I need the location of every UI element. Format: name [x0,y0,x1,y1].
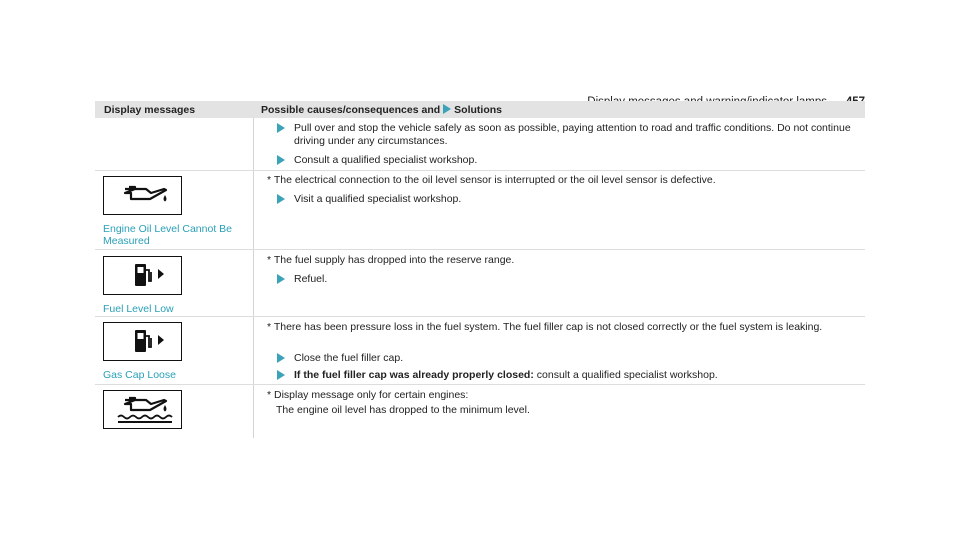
row-divider [95,384,865,385]
play-arrow-icon [277,370,285,380]
engine-oil-icon [104,177,181,214]
cause-text: * The fuel supply has dropped into the reserve range. [267,254,515,266]
play-arrow-icon [277,353,285,363]
row-divider [95,316,865,317]
row-divider [95,249,865,250]
cause-text-line2: The engine oil level has dropped to the minimum level. [276,404,530,416]
message-label: Fuel Level Low [103,303,174,315]
play-arrow-icon [443,104,451,114]
cause-text: * There has been pressure loss in the fuel system. The fuel filler cap is not closed correctly or the fuel system is leaking. [267,321,823,333]
solution-text: Visit a qualified specialist workshop. [294,193,462,205]
list-item [277,352,857,365]
engine-oil-message-box [103,176,182,215]
col-header-causes [261,104,502,116]
row-divider [95,170,865,171]
col-header-causes-text: Possible causes/consequences and [261,104,441,116]
col-header-display-messages: Display messages [104,104,196,116]
solution-text: Consult a qualified specialist workshop. [294,154,478,166]
solution-text: Close the fuel filler cap. [294,352,404,364]
message-label: Gas Cap Loose [103,369,176,381]
column-divider [253,118,254,438]
conditional-text: consult a qualified specialist workshop. [536,369,718,381]
fuel-pump-icon [104,323,181,360]
list-item [277,122,857,148]
list-item [277,369,857,382]
cause-text: * The electrical connection to the oil level sensor is interrupted or the oil level sensor is defective. [267,174,716,186]
message-label: Engine Oil Level Cannot Be Measured [103,223,232,247]
fuel-message-box [103,256,182,295]
play-arrow-icon [277,274,285,284]
engine-oil-minimum-message-box [103,390,182,429]
play-arrow-icon [277,123,285,133]
solution-text: Pull over and stop the vehicle safely as soon as possible, paying attention to road and traffic conditions. Do not continue driving under any circumstances. [294,122,851,147]
solution-text [277,369,857,382]
list-item [277,273,857,286]
col-header-solutions-text: Solutions [454,104,503,116]
conditional-bold-text: If the fuel filler cap was already properly closed: [294,369,534,381]
play-arrow-icon [277,194,285,204]
cause-text: * Display message only for certain engines: [267,389,469,401]
list-item [277,193,857,206]
solution-text: Refuel. [294,273,328,285]
fuel-pump-icon [104,257,181,294]
fuel-message-box [103,322,182,361]
engine-oil-minimum-icon [104,391,181,428]
list-item [277,154,857,167]
table-header [95,101,865,118]
play-arrow-icon [277,155,285,165]
